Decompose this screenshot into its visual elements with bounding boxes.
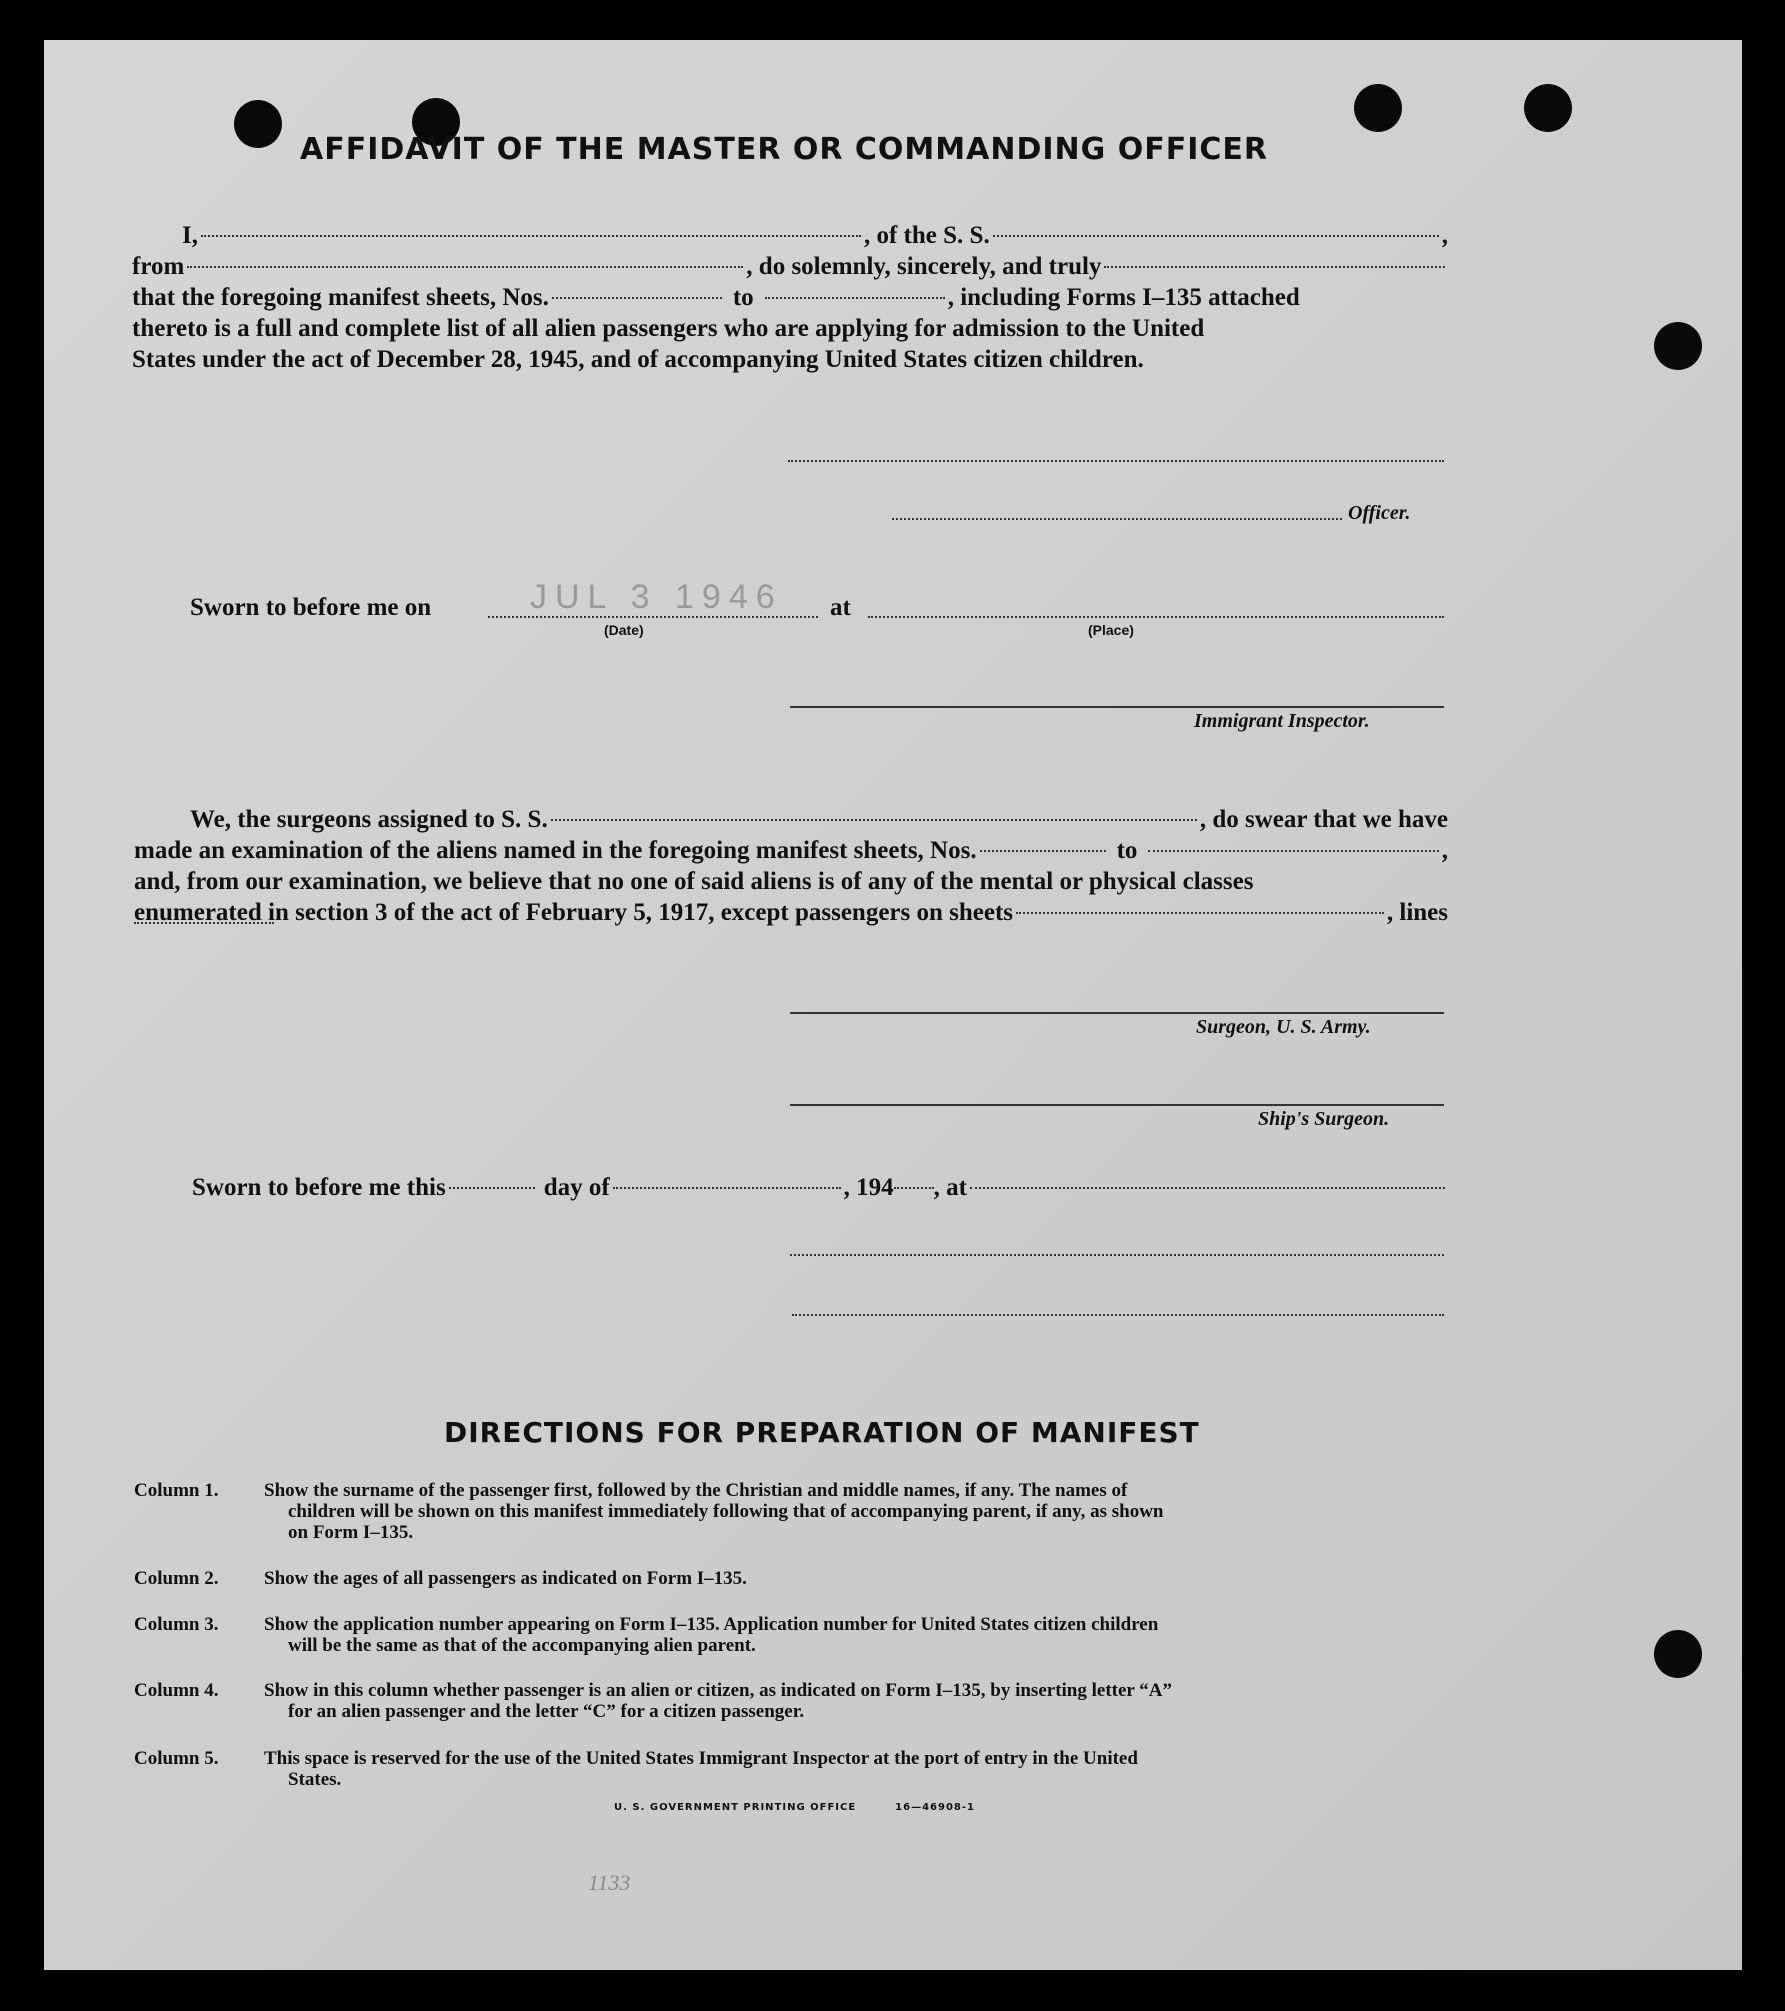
officer-label: Officer.: [1348, 502, 1411, 524]
surgeons-text-2: , do swear that we have: [1199, 806, 1448, 833]
surgeons-paragraph: [134, 804, 1448, 959]
direction-text: Show the ages of all passengers as indicated on Form I–135.: [264, 1568, 747, 1589]
direction-text: Show the application number appearing on Form I–135. Application number for United States citizen children will be the same as that of the accompanying alien parent.: [264, 1614, 1159, 1656]
ship-surgeon-signature-line[interactable]: [790, 1104, 1444, 1106]
affidavit-i-text: I,: [182, 222, 198, 249]
surgeons-text-3: made an examination of the aliens named in the foregoing manifest sheets, Nos.: [134, 837, 977, 864]
printer-imprint: [614, 1802, 975, 1813]
surgeons-lines-text: , lines: [1386, 899, 1448, 926]
affidavit-title: AFFIDAVIT OF THE MASTER OR COMMANDING OFFICER: [300, 132, 1268, 167]
direction-label: Column 4.: [134, 1680, 219, 1701]
punch-hole: [1524, 84, 1572, 132]
direction-column-5: [134, 1748, 1454, 1792]
sheet-to-field[interactable]: [765, 297, 945, 299]
direction-column-1: [134, 1480, 1454, 1546]
master-name-field[interactable]: [201, 235, 861, 237]
ship-surgeon-label: Ship's Surgeon.: [1258, 1108, 1390, 1130]
of-ss-text: , of the S. S.: [863, 222, 990, 249]
date-stamp: JUL 3 1946: [530, 578, 783, 616]
surgeons-text-4: and, from our examination, we believe that no one of said aliens is of any of the mental or physical classes: [134, 868, 1254, 895]
surgeons-to-text: to: [1116, 837, 1138, 864]
date-caption: (Date): [604, 622, 644, 638]
direction-label: Column 5.: [134, 1748, 219, 1769]
sworn2-text-3: , 194: [843, 1174, 894, 1201]
direction-column-2: [134, 1568, 1454, 1590]
punch-hole: [1354, 84, 1402, 132]
sworn-at-text: at: [830, 594, 851, 621]
form-code: 16—46908-1: [895, 1802, 975, 1813]
direction-label: Column 1.: [134, 1480, 219, 1501]
to-text: to: [732, 284, 754, 311]
punch-hole: [1654, 322, 1702, 370]
pencil-mark: 1133: [588, 1870, 631, 1895]
affidavit-paragraph: [132, 220, 1448, 375]
inspector-label: Immigrant Inspector.: [1194, 710, 1370, 732]
sworn2-row: [192, 1172, 1448, 1203]
direction-text: Show the surname of the passenger first, followed by the Christian and middle names, if any. The names of children will be shown on this manifest immediately following that of accompanying parent, if any, as shown on Form I–135.: [264, 1480, 1164, 1543]
direction-column-3: [134, 1614, 1454, 1658]
solemnly-text: , do solemnly, sincerely, and truly: [746, 253, 1102, 280]
surgeons-text-1: We, the surgeons assigned to S. S.: [190, 806, 548, 833]
punch-hole: [1654, 1630, 1702, 1678]
form-page: [44, 40, 1742, 1970]
army-surgeon-signature-line[interactable]: [790, 1012, 1444, 1014]
direction-text: Show in this column whether passenger is an alien or citizen, as indicated on Form I–135, by inserting letter “A” for an alien passenger and the letter “C” for a citizen passenger.: [264, 1680, 1172, 1722]
affidavit-line-5: States under the act of December 28, 1945, and of accompanying United States citizen children.: [132, 346, 1144, 373]
sworn-place-field[interactable]: [868, 616, 1444, 618]
army-surgeon-label: Surgeon, U. S. Army.: [1196, 1016, 1371, 1038]
sheet-from-field[interactable]: [552, 297, 722, 299]
sworn2-year-field[interactable]: [894, 1187, 934, 1189]
ship-name-field[interactable]: [993, 235, 1439, 237]
sworn2-title-line[interactable]: [792, 1314, 1444, 1316]
surgeons-text-5: enumerated in section 3 of the act of February 5, 1917, except passengers on sheets: [134, 899, 1014, 926]
sworn2-month-field[interactable]: [613, 1187, 841, 1189]
punch-hole: [234, 100, 282, 148]
sworn2-signature-line[interactable]: [790, 1254, 1444, 1256]
printer-name: U. S. GOVERNMENT PRINTING OFFICE: [614, 1802, 857, 1813]
except-sheets-field[interactable]: [1016, 912, 1384, 914]
directions-title: DIRECTIONS FOR PREPARATION OF MANIFEST: [444, 1416, 1200, 1449]
direction-column-4: [134, 1680, 1454, 1724]
swear-field[interactable]: [1104, 266, 1445, 268]
master-signature-line[interactable]: [788, 460, 1444, 462]
sworn2-day-field[interactable]: [449, 1187, 535, 1189]
manifest-sheets-text: that the foregoing manifest sheets, Nos.: [132, 284, 549, 311]
sworn-label: Sworn to before me on: [190, 594, 432, 621]
direction-text: This space is reserved for the use of the United States Immigrant Inspector at the port of entry in the United States.: [264, 1748, 1138, 1790]
sworn2-text-1: Sworn to before me this: [192, 1174, 446, 1201]
surgeon-sheet-from-field[interactable]: [980, 850, 1106, 852]
surgeon-sheet-to-field[interactable]: [1148, 850, 1438, 852]
from-port-field[interactable]: [187, 266, 743, 268]
inspector-signature-line[interactable]: [790, 706, 1444, 708]
direction-label: Column 3.: [134, 1614, 219, 1635]
sworn2-text-4: , at: [933, 1174, 967, 1201]
place-caption: (Place): [1088, 622, 1134, 638]
direction-label: Column 2.: [134, 1568, 219, 1589]
from-text: from: [132, 253, 185, 280]
forms-attached-text: , including Forms I–135 attached: [947, 284, 1300, 311]
surgeons-ship-field[interactable]: [551, 819, 1197, 821]
surgeons-comma: ,: [1441, 837, 1448, 864]
comma-text: ,: [1441, 222, 1448, 249]
officer-title-line[interactable]: [892, 518, 1342, 520]
except-lines-field[interactable]: [134, 922, 274, 924]
affidavit-line-4: thereto is a full and complete list of all alien passengers who are applying for admission to the United: [132, 315, 1205, 342]
sworn2-text-2: day of: [543, 1174, 610, 1201]
sworn2-place-field[interactable]: [970, 1187, 1445, 1189]
